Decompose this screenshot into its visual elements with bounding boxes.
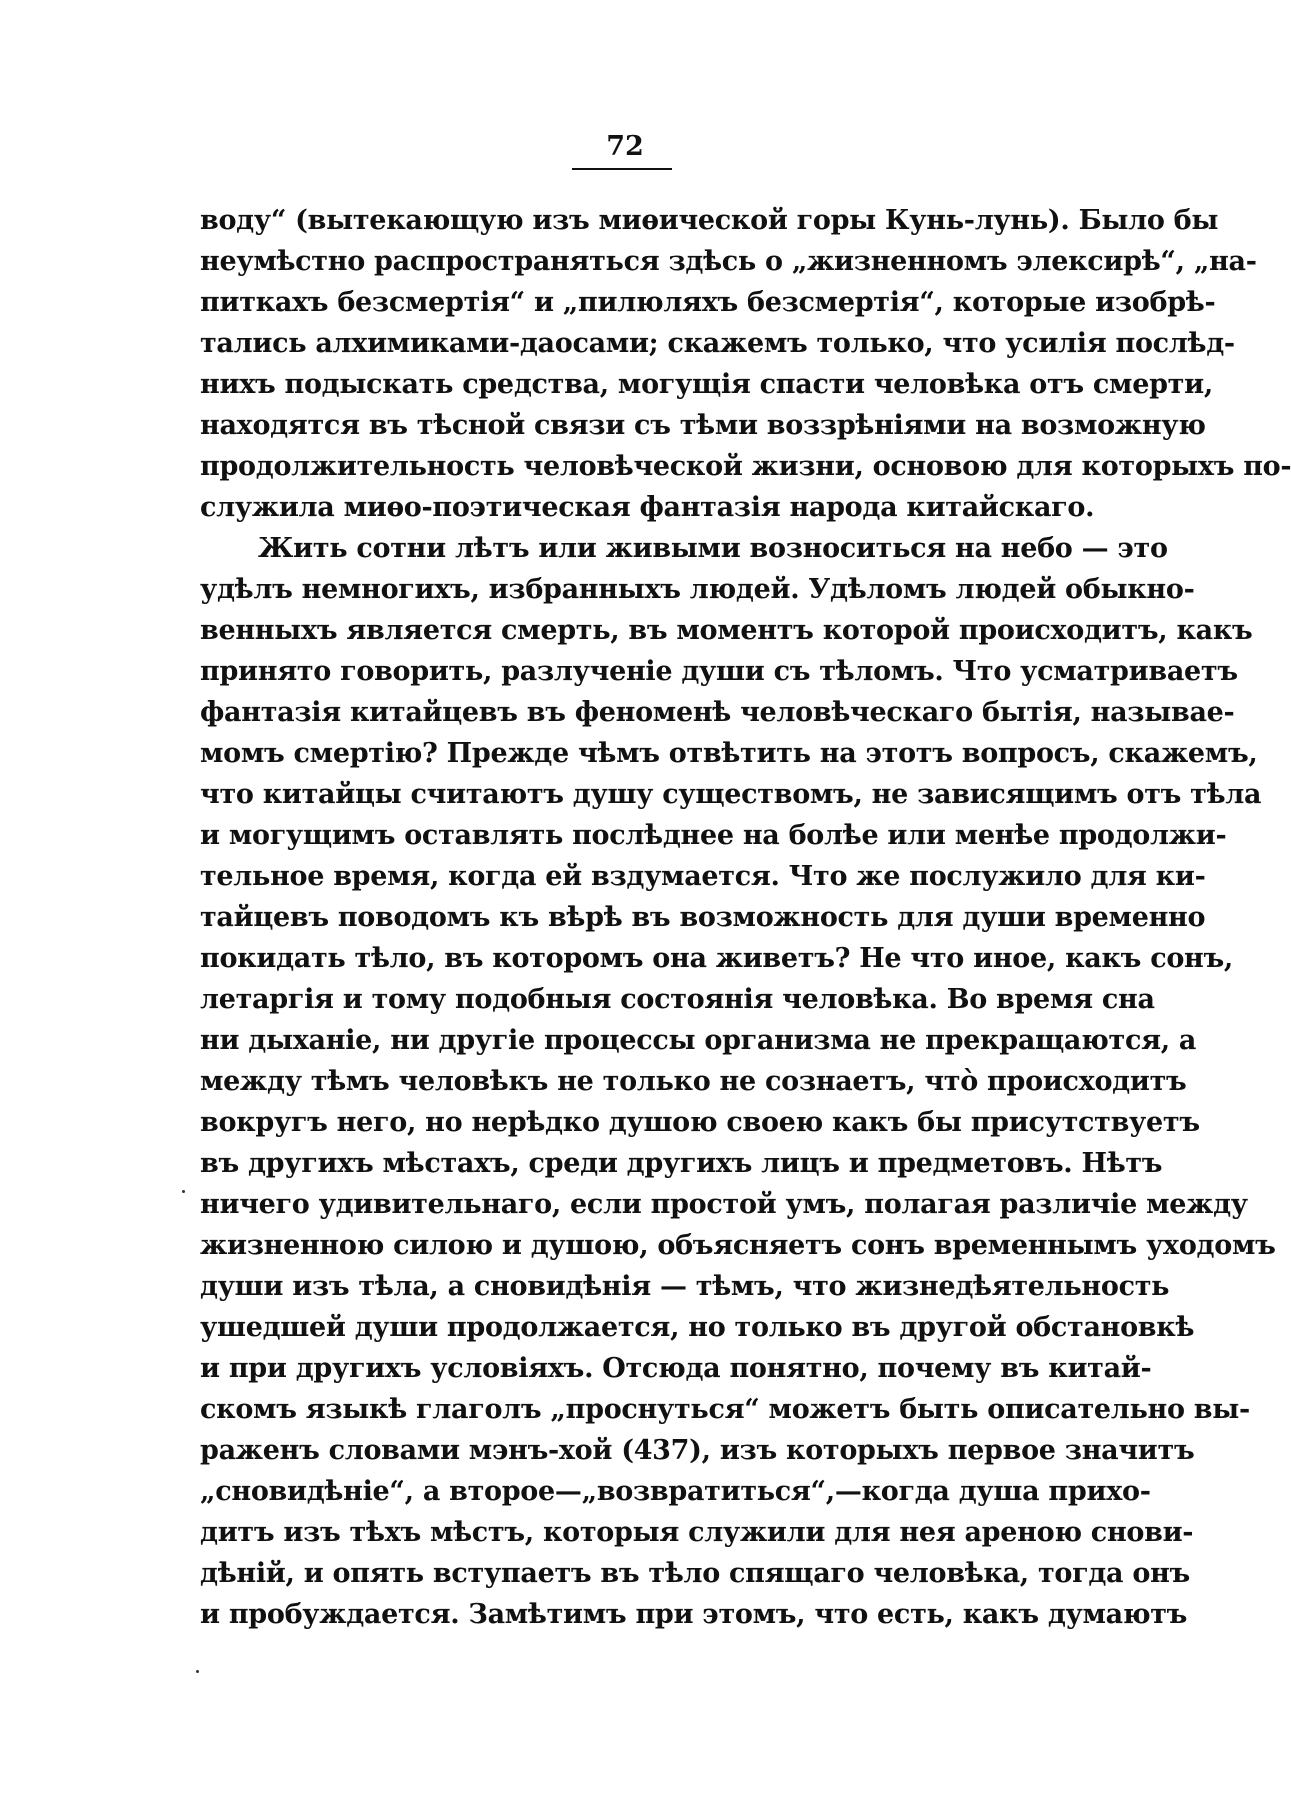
text-line: „сновидѣніе“, а второе—„возвратиться“,—когда душа прихо- — [200, 1476, 1151, 1507]
text-line: жизненною силою и душою, объясняетъ сонъ временнымъ уходомъ — [200, 1230, 1276, 1261]
text-line: тельное время, когда ей вздумается. Что же послужило для ки- — [200, 861, 1206, 892]
text-line: Жить сотни лѣтъ или живыми возноситься на небо — это — [258, 533, 1168, 564]
text-line: и пробуждается. Замѣтимъ при этомъ, что есть, какъ думаютъ — [200, 1599, 1188, 1630]
text-line: скомъ языкѣ глаголъ „проснуться“ можетъ быть описательно вы- — [200, 1394, 1250, 1425]
text-line: служила миѳо-поэтическая фантазія народа китайскаго. — [200, 492, 1095, 523]
text-line: удѣлъ немногихъ, избранныхъ людей. Удѣломъ людей обыкно- — [200, 574, 1195, 605]
text-line: фантазія китайцевъ въ феноменѣ человѣческаго бытія, называе- — [200, 697, 1235, 728]
text-line: ни дыханіе, ни другіе процессы организма не прекращаются, а — [200, 1025, 1197, 1056]
page-number: 72 — [606, 131, 644, 162]
text-line: тайцевъ поводомъ къ вѣрѣ въ возможность для души временно — [200, 902, 1206, 933]
page-number-rule — [572, 168, 672, 170]
text-line: души изъ тѣла, а сновидѣнія — тѣмъ, что жизнедѣятельность — [200, 1271, 1170, 1302]
text-line: и при другихъ условіяхъ. Отсюда понятно, почему въ китай- — [200, 1353, 1152, 1384]
text-line: ничего удивительнаго, если простой умъ, полагая различіе между — [200, 1189, 1248, 1220]
paragraph — [200, 528, 1276, 1635]
text-line: дитъ изъ тѣхъ мѣстъ, которыя служили для нея ареною снови- — [200, 1517, 1194, 1548]
text-line: нихъ подыскать средства, могущія спасти человѣка отъ смерти, — [200, 369, 1213, 400]
text-line: венныхъ является смерть, въ моментъ которой происходитъ, какъ — [200, 615, 1253, 646]
text-line: раженъ словами мэнъ-хой (437), изъ которыхъ первое значитъ — [200, 1435, 1195, 1466]
text-line: летаргія и тому подобныя состоянія человѣка. Во время сна — [200, 984, 1155, 1015]
text-line: находятся въ тѣсной связи съ тѣми воззрѣніями на возможную — [200, 410, 1206, 441]
text-line: питкахъ безсмертія“ и „пилюляхъ безсмертія“, которые изобрѣ- — [200, 287, 1216, 318]
text-line: вокругъ него, но нерѣдко душою своею какъ бы присутствуетъ — [200, 1107, 1200, 1138]
text-line: покидать тѣло, въ которомъ она живетъ? Не что иное, какъ сонъ, — [200, 943, 1234, 974]
text-line: между тѣмъ человѣкъ не только не сознаетъ, что̀ происходитъ — [200, 1066, 1187, 1097]
paragraph — [200, 200, 1291, 528]
text-line: тались алхимиками-даосами; скажемъ только, что усилія послѣд- — [200, 328, 1235, 359]
text-line: продолжительность человѣческой жизни, основою для которыхъ по- — [200, 451, 1291, 482]
body-text — [200, 200, 1291, 1635]
text-line: что китайцы считаютъ душу существомъ, не зависящимъ отъ тѣла — [200, 779, 1262, 810]
text-line: ушедшей души продолжается, но только въ другой обстановкѣ — [200, 1312, 1195, 1343]
text-line: дѣній, и опять вступаетъ въ тѣло спящаго человѣка, тогда онъ — [200, 1558, 1190, 1589]
print-speck — [196, 1670, 199, 1673]
text-line: неумѣстно распространяться здѣсь о „жизненномъ элексирѣ“, „на- — [200, 246, 1257, 277]
print-speck — [182, 1190, 185, 1193]
text-line: воду“ (вытекающую изъ миѳической горы Кунь-лунь). Было бы — [200, 205, 1219, 236]
text-line: момъ смертію? Прежде чѣмъ отвѣтить на этотъ вопросъ, скажемъ, — [200, 738, 1258, 769]
text-line: принято говорить, разлученіе души съ тѣломъ. Что усматриваетъ — [200, 656, 1238, 687]
text-line: и могущимъ оставлять послѣднее на болѣе или менѣе продолжи- — [200, 820, 1227, 851]
text-line: въ другихъ мѣстахъ, среди другихъ лицъ и предметовъ. Нѣтъ — [200, 1148, 1163, 1179]
